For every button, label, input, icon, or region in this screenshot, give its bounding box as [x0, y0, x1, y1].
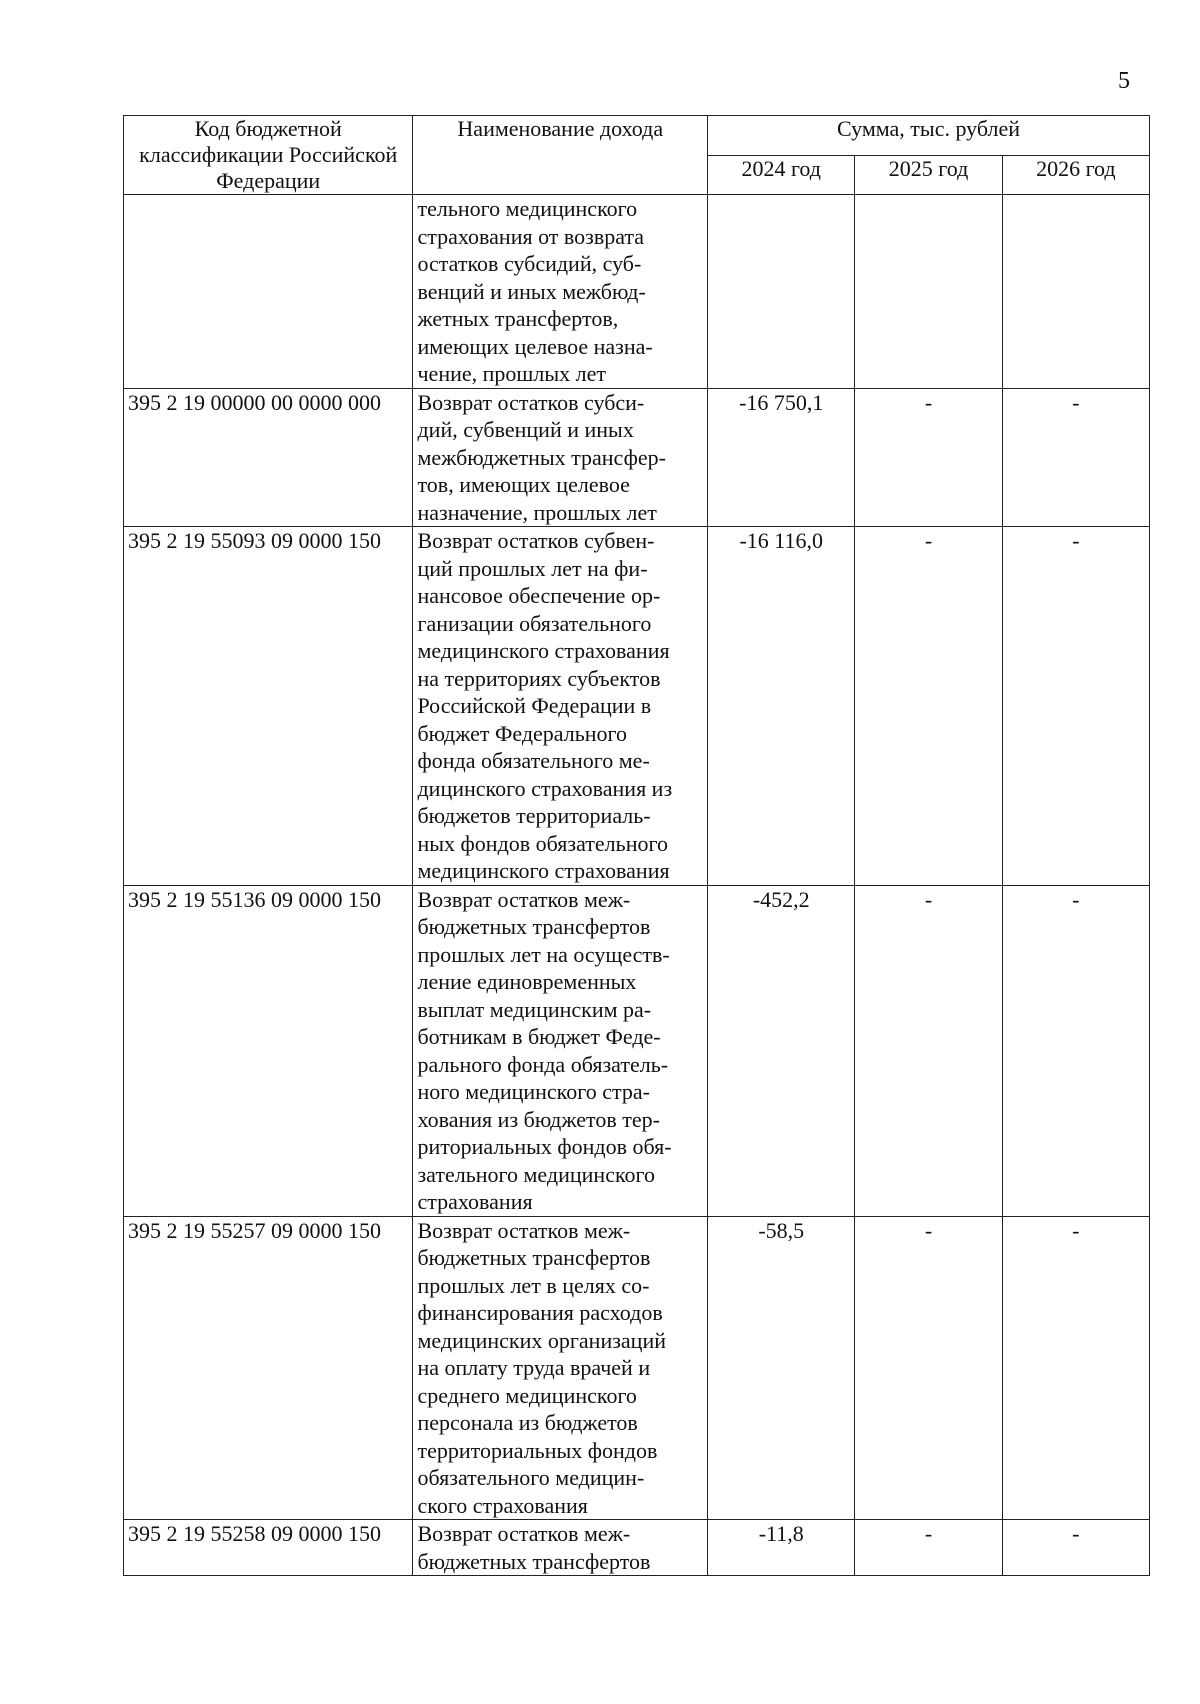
- revenue-name-line: фонда обязательного ме-: [417, 748, 650, 773]
- table-row: [124, 1520, 1150, 1576]
- amount-y2025-cell: -: [855, 527, 1002, 886]
- header-code-line: классификации Российской: [139, 142, 398, 167]
- revenue-name-line: тов, имеющих целевое: [417, 472, 630, 497]
- budget-code-cell: [124, 195, 413, 389]
- revenue-name-line: ского страхования: [417, 1492, 588, 1518]
- revenue-name-line: назначение, прошлых лет: [417, 499, 657, 525]
- revenue-name-line: финансирования расходов: [417, 1300, 663, 1325]
- header-year-2024: 2024 год: [708, 155, 855, 195]
- revenue-name-line: бюджетных трансфертов: [417, 914, 651, 939]
- revenue-name-line: нансовое обеспечение ор-: [417, 583, 661, 608]
- header-year-2026: 2026 год: [1002, 155, 1149, 195]
- amount-y2026-cell: -: [1002, 1520, 1149, 1576]
- header-year-2025: 2025 год: [855, 155, 1002, 195]
- amount-y2026-cell: -: [1002, 527, 1149, 886]
- budget-code-cell: 395 2 19 55258 09 0000 150: [124, 1520, 413, 1576]
- amount-y2026-cell: -: [1002, 388, 1149, 527]
- revenue-name-line: имеющих целевое назна-: [417, 333, 653, 359]
- page-number: 5: [1118, 68, 1130, 94]
- revenue-name-line: чение, прошлых лет: [417, 361, 606, 386]
- revenue-name-line: Российской Федерации в: [417, 693, 652, 718]
- revenue-name-line: бюджетных трансфертов: [417, 1548, 651, 1574]
- revenue-name-line: ных фондов обязательного: [417, 830, 668, 856]
- revenue-name-line: Возврат остатков субвен-: [417, 528, 655, 553]
- revenue-name-line: бюджет Федерального: [417, 720, 628, 746]
- amount-y2024-cell: [708, 195, 855, 389]
- amount-y2024-cell: -11,8: [708, 1520, 855, 1576]
- table-row: [124, 885, 1150, 1216]
- budget-code-cell: 395 2 19 00000 00 0000 000: [124, 388, 413, 527]
- amount-y2026-cell: [1002, 195, 1149, 389]
- revenue-name-line: хования из бюджетов тер-: [417, 1106, 660, 1132]
- revenue-name-cell: [413, 527, 708, 886]
- revenue-name-line: дий, субвенций и иных: [417, 417, 634, 442]
- revenue-name-line: дицинского страхования из: [417, 775, 673, 801]
- revenue-name-line: обязательного медицин-: [417, 1465, 645, 1490]
- revenue-name-line: Возврат остатков меж-: [417, 886, 631, 912]
- amount-y2024-cell: -16 116,0: [708, 527, 855, 886]
- header-name: Наименование дохода: [413, 116, 708, 195]
- revenue-name-line: ганизации обязательного: [417, 610, 652, 636]
- header-code: [124, 116, 413, 195]
- revenue-name-line: страхования от возврата: [417, 223, 645, 249]
- amount-y2024-cell: -452,2: [708, 885, 855, 1216]
- revenue-name-cell: [413, 885, 708, 1216]
- budget-code-cell: 395 2 19 55136 09 0000 150: [124, 885, 413, 1216]
- amount-y2025-cell: -: [855, 1520, 1002, 1576]
- revenue-name-line: тельного медицинского: [417, 196, 638, 221]
- revenue-name-line: Возврат остатков меж-: [417, 1521, 631, 1546]
- amount-y2025-cell: -: [855, 1216, 1002, 1520]
- table-body: [124, 116, 1150, 1576]
- budget-code-cell: 395 2 19 55257 09 0000 150: [124, 1216, 413, 1520]
- table-row: [124, 388, 1150, 527]
- revenue-name-line: остатков субсидий, суб-: [417, 251, 642, 276]
- table-row: [124, 1216, 1150, 1520]
- revenue-name-line: жетных трансфертов,: [417, 306, 619, 331]
- table-row: [124, 195, 1150, 389]
- revenue-name-line: прошлых лет в целях со-: [417, 1272, 650, 1298]
- header-code-line: Федерации: [216, 168, 321, 193]
- amount-y2024-cell: -16 750,1: [708, 388, 855, 527]
- revenue-name-line: среднего медицинского: [417, 1382, 637, 1408]
- revenue-name-line: ботникам в бюджет Феде-: [417, 1024, 661, 1049]
- revenue-name-line: медицинского страхования: [417, 638, 670, 663]
- revenue-name-line: выплат медицинским ра-: [417, 996, 652, 1022]
- revenue-table: [123, 115, 1150, 1576]
- revenue-name-line: Возврат остатков меж-: [417, 1217, 631, 1243]
- revenue-name-line: страхования: [417, 1189, 533, 1214]
- revenue-name-line: на оплату труда врачей и: [417, 1355, 651, 1380]
- header-row: [124, 116, 1150, 156]
- revenue-name-line: венций и иных межбюд-: [417, 278, 646, 304]
- amount-y2026-cell: -: [1002, 885, 1149, 1216]
- revenue-name-cell: [413, 195, 708, 389]
- amount-y2025-cell: -: [855, 885, 1002, 1216]
- revenue-name-line: Возврат остатков субси-: [417, 389, 645, 415]
- amount-y2026-cell: -: [1002, 1216, 1149, 1520]
- revenue-name-cell: [413, 1216, 708, 1520]
- revenue-name-cell: [413, 388, 708, 527]
- revenue-name-line: межбюджетных трансфер-: [417, 444, 666, 470]
- revenue-name-line: риториальных фондов обя-: [417, 1134, 672, 1159]
- amount-y2025-cell: -: [855, 388, 1002, 527]
- revenue-name-line: медицинского страхования: [417, 858, 670, 883]
- revenue-name-line: на территориях субъектов: [417, 665, 661, 691]
- amount-y2025-cell: [855, 195, 1002, 389]
- revenue-name-line: ление единовременных: [417, 969, 637, 994]
- revenue-name-line: медицинских организаций: [417, 1327, 667, 1353]
- header-sum: Сумма, тыс. рублей: [708, 116, 1150, 156]
- header-code-line: Код бюджетной: [194, 116, 342, 141]
- revenue-name-line: территориальных фондов: [417, 1437, 658, 1463]
- amount-y2024-cell: -58,5: [708, 1216, 855, 1520]
- budget-code-cell: 395 2 19 55093 09 0000 150: [124, 527, 413, 886]
- revenue-name-line: зательного медицинского: [417, 1161, 656, 1187]
- revenue-name-line: рального фонда обязатель-: [417, 1051, 669, 1077]
- table-row: [124, 527, 1150, 886]
- revenue-name-line: бюджетов территориаль-: [417, 803, 651, 828]
- revenue-name-cell: [413, 1520, 708, 1576]
- revenue-name-line: ций прошлых лет на фи-: [417, 555, 648, 581]
- revenue-name-line: бюджетных трансфертов: [417, 1245, 651, 1270]
- revenue-name-line: ного медицинского стра-: [417, 1079, 650, 1104]
- revenue-name-line: персонала из бюджетов: [417, 1410, 638, 1435]
- revenue-name-line: прошлых лет на осуществ-: [417, 941, 670, 967]
